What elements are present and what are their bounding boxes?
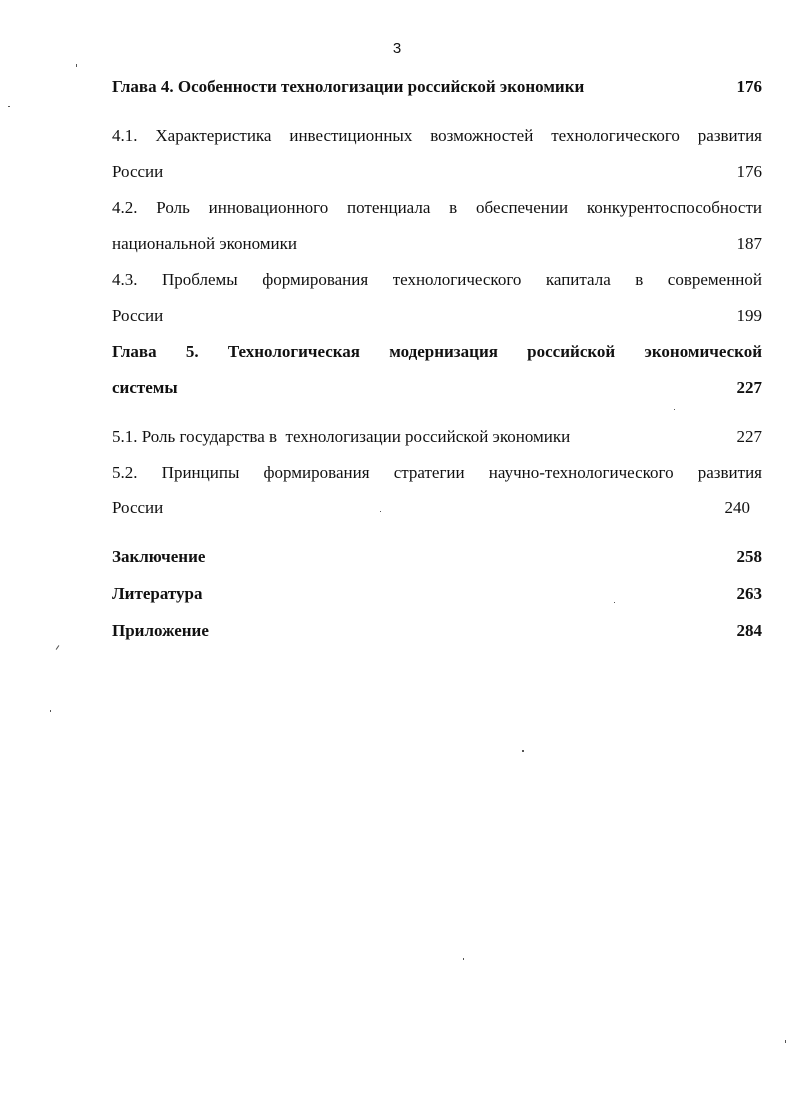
toc-section-4-3-line1: 4.3. Проблемы формирования технологического капитала в современной — [112, 270, 762, 289]
toc-section-5-1 — [112, 425, 762, 449]
toc-appendix — [112, 619, 762, 643]
scan-speck — [50, 710, 51, 712]
toc-section-4-3-text: России — [112, 306, 164, 325]
toc-conclusion-page: 258 — [736, 547, 762, 566]
toc-section-4-1-line1: 4.1. Характеристика инвестиционных возможностей технологического развития — [112, 126, 762, 145]
toc-section-5-2-page: 240 — [724, 498, 750, 517]
toc-chapter-4 — [112, 75, 762, 99]
toc-section-4-2-line2 — [112, 232, 762, 256]
toc-section-4-3-page: 199 — [736, 306, 762, 325]
scan-speck — [785, 1040, 786, 1043]
toc-section-5-1-text: 5.1. Роль государства в технологизации российской экономики — [112, 427, 571, 446]
toc-chapter-5-page: 227 — [736, 378, 762, 397]
scan-speck — [674, 409, 675, 410]
toc-conclusion-label: Заключение — [112, 547, 206, 566]
scan-speck — [76, 64, 77, 67]
scan-speck — [56, 645, 60, 650]
toc-section-4-2-page: 187 — [736, 234, 762, 253]
scan-speck — [522, 750, 524, 752]
scan-speck — [463, 958, 464, 960]
toc-conclusion — [112, 545, 762, 569]
toc-section-4-1-line2 — [112, 160, 762, 184]
toc-section-5-2-text: России — [112, 498, 164, 517]
toc-literature-label: Литература — [112, 584, 203, 603]
toc-section-4-2-text: национальной экономики — [112, 234, 297, 253]
scan-speck — [8, 106, 10, 107]
toc-chapter-5-line2 — [112, 376, 762, 400]
toc-literature — [112, 582, 762, 606]
toc-literature-page: 263 — [736, 584, 762, 603]
toc-chapter-4-title: Глава 4. Особенности технологизации российской экономики — [112, 77, 585, 96]
scan-speck — [614, 602, 615, 603]
toc-section-5-2-line2 — [112, 496, 750, 520]
toc-chapter-5-text: системы — [112, 378, 178, 397]
toc-section-4-3-line2 — [112, 304, 762, 328]
scan-speck — [380, 511, 381, 512]
toc-section-4-1-text: России — [112, 162, 164, 181]
toc-section-5-2-line1: 5.2. Принципы формирования стратегии научно-технологического развития — [112, 463, 762, 482]
page-number: 3 — [392, 40, 402, 57]
toc-section-4-2-line1: 4.2. Роль инновационного потенциала в обеспечении конкурентоспособности — [112, 198, 762, 217]
toc-section-4-1-page: 176 — [736, 162, 762, 181]
toc-chapter-4-page: 176 — [736, 77, 762, 96]
toc-appendix-label: Приложение — [112, 621, 209, 640]
toc-appendix-page: 284 — [736, 621, 762, 640]
toc-chapter-5-line1: Глава 5. Технологическая модернизация российской экономической — [112, 342, 762, 361]
toc-section-5-1-page: 227 — [736, 427, 762, 446]
